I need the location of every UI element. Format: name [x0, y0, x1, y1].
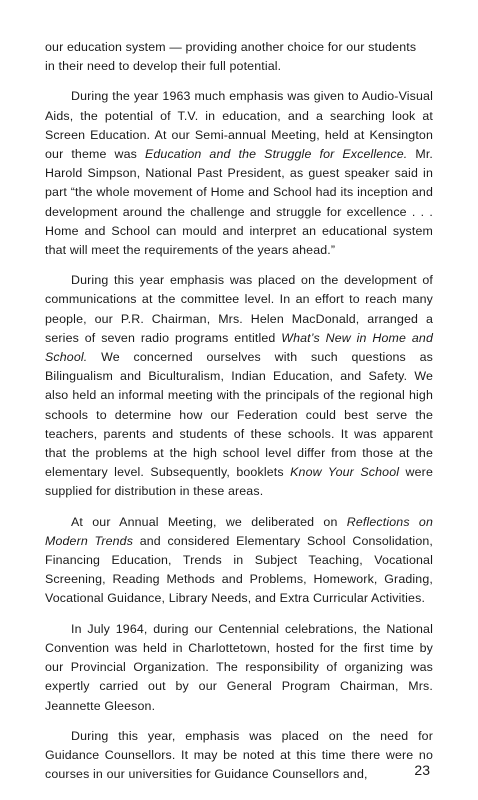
text-run: At our Annual Meeting, we deliberated on	[71, 514, 347, 529]
paragraph-communications	[45, 271, 433, 501]
paragraph-continuation	[45, 38, 433, 76]
paragraph-guidance-counsellors	[45, 727, 433, 785]
text-run: Mr. Harold Simpson, National Past President, as guest speaker said in part “the whole movement of Home and School had its inception and development around the challenge and struggle for excellence . . . Home and School can mould and interpret an educational system that will meet the requirements of the years ahead.”	[45, 147, 434, 258]
italic-title: Know Your School	[290, 465, 400, 480]
text-line: our education system — providing another choice for our students	[45, 40, 417, 54]
page-number: 23	[414, 762, 430, 778]
text-run: were supplied for distribution in these areas.	[45, 465, 433, 499]
text-run: We concerned ourselves with such questions as Bilingualism and Biculturalism, Indian Education, and Safety. We also held an informal meeting with the principals of the regional high schools to determine how our Federation could best serve the teachers, parents and students of these schools. It was apparent that the problems at the high school level differ from those at the elementary level. Subsequently, booklets	[45, 350, 433, 480]
text-run: and considered Elementary School Consolidation, Financing Education, Trends in Subject Teaching, Vocational Screening, Reading Methods and Problems, Homework, Grading, Vocational Guidance, Library Needs, and Extra Curricular Activities.	[45, 533, 433, 606]
text-line: in their need to develop their full potential.	[45, 59, 282, 74]
text-run: During the year 1963 much emphasis was given to Audio-Visual Aids, the potential of T.V. in education, and a searching look at Screen Education. At our Semi-annual Meeting, held at Kensington our theme was	[45, 89, 433, 162]
text-run: During this year emphasis was placed on the development of communications at the committee level. In an effort to reach many people, our P.R. Chairman, Mrs. Helen MacDonald, arranged a series of seven radio programs entitled	[45, 273, 433, 345]
paragraph-annual-meeting	[45, 513, 433, 609]
italic-title: Reflections on Modern Trends	[45, 514, 433, 548]
paragraph-audio-visual	[45, 87, 433, 260]
text-run: In July 1964, during our Centennial celebrations, the National Convention was held in Charlottetown, hosted for the first time by our Provincial Organization. The responsibility of organizing was expertly carried out by our General Program Chairman, Mrs. Jeannette Gleeson.	[45, 621, 433, 713]
body-text	[45, 38, 433, 794]
italic-title: What’s New in Home and School.	[45, 330, 433, 365]
paragraph-national-convention	[45, 620, 433, 716]
italic-title: Education and the Struggle for Excellence.	[144, 147, 408, 162]
text-run: During this year, emphasis was placed on the need for Guidance Counsellors. It may be noted at this time there were no courses in our universities for Guidance Counsellors and,	[45, 728, 433, 782]
